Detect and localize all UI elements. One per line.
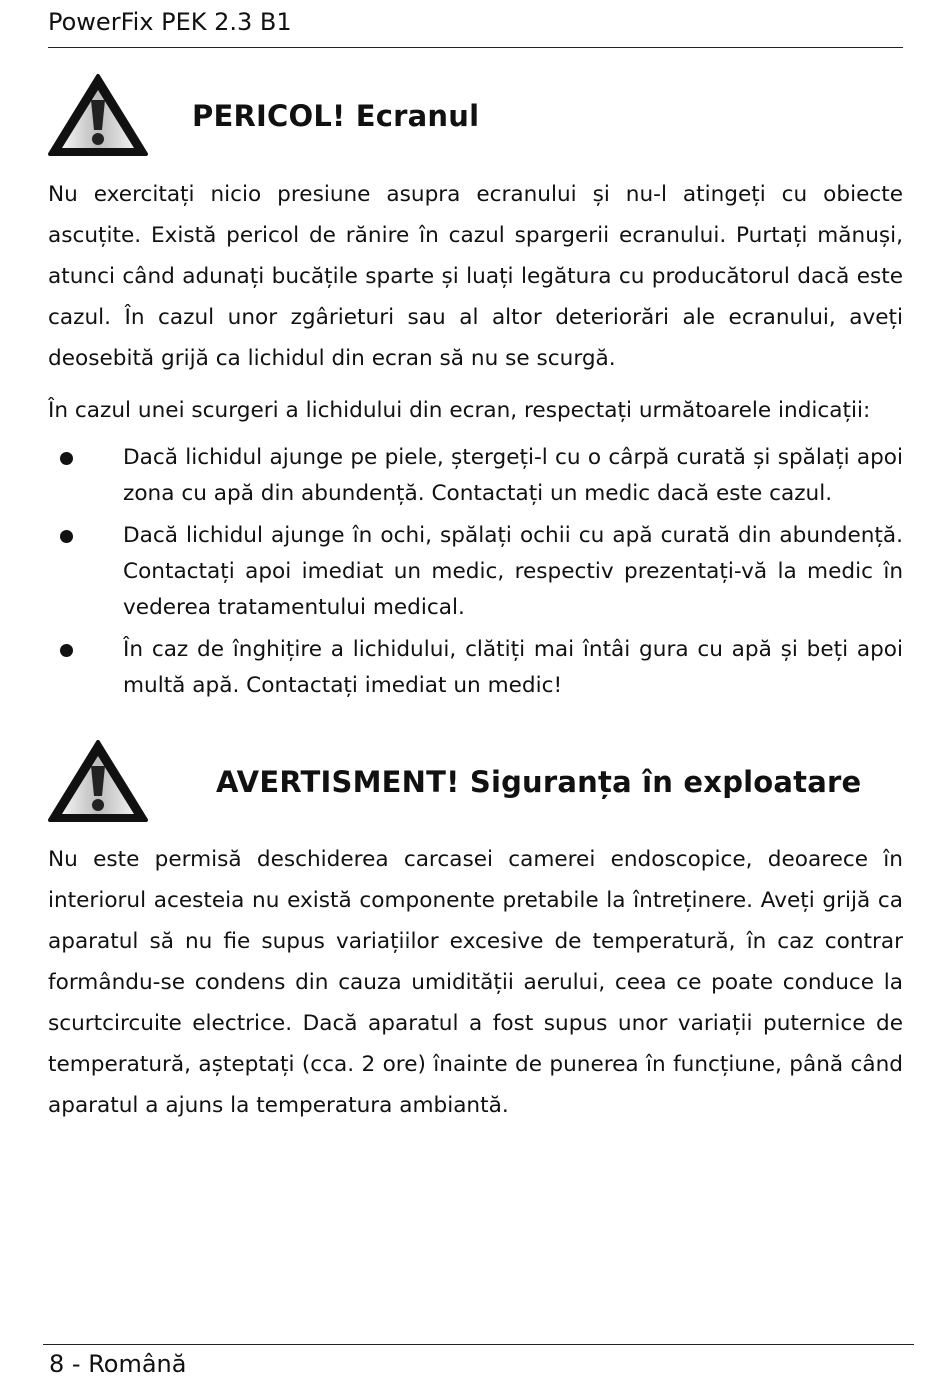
list-item: Dacă lichidul ajunge pe piele, ștergeți-l cu o cârpă curată și spălați apoi zona cu apă din abundență. Contactați un medic dacă este cazul. — [48, 440, 903, 512]
section-danger-heading — [46, 70, 906, 160]
header-model: PowerFix PEK 2.3 B1 — [48, 8, 292, 36]
list-item: În caz de înghițire a lichidului, clătiți mai întâi gura cu apă și beți apoi multă apă. Contactați imediat un medic! — [48, 632, 903, 704]
page-header — [48, 6, 903, 48]
page-footer — [43, 1344, 914, 1383]
section-danger-intro: În cazul unei scurgeri a lichidului din ecran, respectați următoarele indicații: — [48, 398, 871, 423]
section-warning-paragraph: Nu este permisă deschiderea carcasei camerei endoscopice, deoarece în interiorul acesteia nu există componente pretabile la întreținere. Aveți grijă ca aparatul să nu fie supus variațiilor excesive de temperatură, în caz contrar formându-se condens din cauza umidității aerului, ceea ce poate conduce la scurtcircuite electrice. Dacă aparatul a fost supus unor variații puternice de temperatură, așteptați (cca. 2 ore) înainte de punerea în funcțiune, până când aparatul a ajuns la temperatura ambiantă. — [48, 847, 903, 1118]
bullet-dot-icon — [60, 530, 73, 543]
section-warning-heading — [46, 736, 906, 826]
page-number: 8 - Română — [49, 1350, 187, 1378]
section-danger-bullets — [48, 440, 903, 704]
list-item: Dacă lichidul ajunge în ochi, spălați ochii cu apă curată din abundență. Contactați apoi imediat un medic, respectiv prezentați-vă la medic în vederea tratamentului medical. — [48, 518, 903, 626]
section-danger-paragraph: Nu exercitați nicio presiune asupra ecranului și nu-l atingeți cu obiecte ascuțite. Există pericol de rănire în cazul spargerii ecranului. Purtați mănuși, atunci când adunați bucățile sparte și luați legătura cu producătorul dacă este cazul. În cazul unor zgârieturi sau al altor deteriorări ale ecranului, aveți deosebită grijă ca lichidul din ecran să nu se scurgă. — [48, 182, 903, 371]
section-danger-title: PERICOL! Ecranul — [192, 99, 480, 133]
bullet-dot-icon — [60, 644, 73, 657]
section-warning-title: AVERTISMENT! Siguranța în exploatare — [216, 765, 862, 799]
bullet-dot-icon — [60, 452, 73, 465]
warning-triangle-icon — [46, 70, 150, 160]
warning-triangle-icon — [46, 736, 150, 826]
